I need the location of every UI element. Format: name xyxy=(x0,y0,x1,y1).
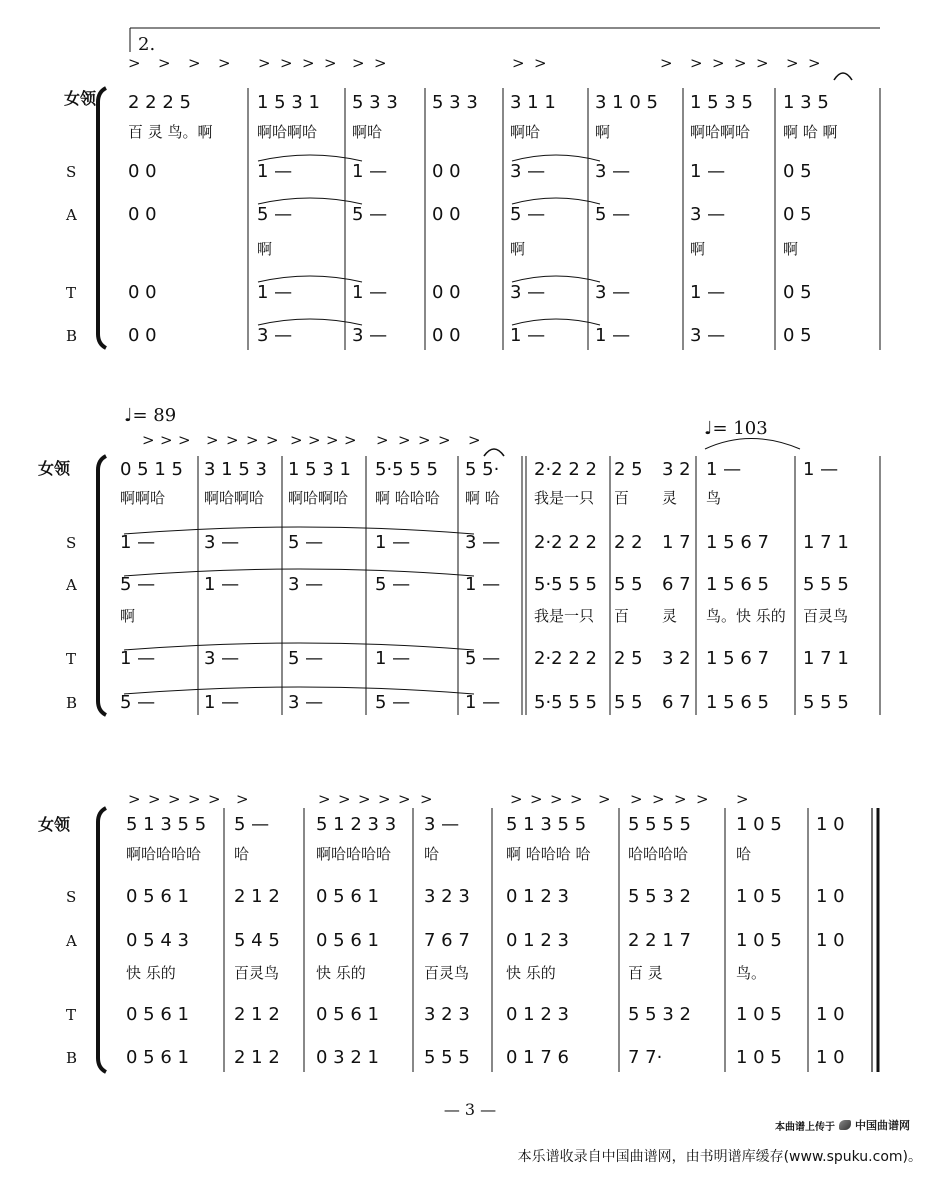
bass-note: 1 5 6 5 xyxy=(706,692,769,713)
alto-note: 0 5 xyxy=(783,204,812,225)
alto-note: 5 5 5 xyxy=(803,574,849,595)
part-label-b: B xyxy=(66,1049,78,1067)
lead-note: 3 2 xyxy=(662,459,691,480)
bass-note: 5 5 5 xyxy=(424,1047,470,1068)
tenor-note: 5 — xyxy=(288,648,324,669)
lead-lyric: 鸟 xyxy=(706,489,722,507)
part-label-lead: 女领 xyxy=(38,815,71,834)
bass-note: 0 0 xyxy=(128,325,157,346)
accent-mark: > xyxy=(206,431,219,449)
bass-note: 2 1 2 xyxy=(234,1047,280,1068)
lead-note: 1 5 3 5 xyxy=(690,92,753,113)
tenor-note: 0 5 6 1 xyxy=(126,1004,189,1025)
accent-mark: > xyxy=(236,790,249,808)
lead-lyric: 啊 哈 xyxy=(465,489,500,507)
lead-lyric: 啊 哈 啊 xyxy=(783,123,838,141)
lead-lyric: 哈 xyxy=(736,845,752,863)
bass-note: 5 — xyxy=(375,692,411,713)
site-logo-icon xyxy=(839,1120,851,1130)
page-number: — 3 — xyxy=(443,1100,497,1119)
tenor-note: 2 1 2 xyxy=(234,1004,280,1025)
soprano-note: 5 5 3 2 xyxy=(628,886,691,907)
soprano-note: 1 0 xyxy=(816,886,845,907)
bass-note: 0 3 2 1 xyxy=(316,1047,379,1068)
lead-note: 1 3 5 xyxy=(783,92,829,113)
tenor-note: 1 — xyxy=(120,648,156,669)
tenor-note: 1 7 1 xyxy=(803,648,849,669)
accent-mark: > xyxy=(398,431,411,449)
accent-mark: > xyxy=(630,790,643,808)
lead-note: 1 0 5 xyxy=(736,814,782,835)
tenor-note: 3 2 3 xyxy=(424,1004,470,1025)
site-logo-text: 中国曲谱网 xyxy=(855,1119,910,1132)
soprano-note: 1 7 xyxy=(662,532,691,553)
alto-note: 5 — xyxy=(595,204,631,225)
accent-mark: > xyxy=(128,54,141,72)
alto-note: 1 5 6 5 xyxy=(706,574,769,595)
alto-note: 5 — xyxy=(120,574,156,595)
lead-lyric: 啊 哈哈哈 xyxy=(375,489,440,507)
alto-lyric: 百灵鸟 xyxy=(234,964,280,982)
accent-mark: > xyxy=(570,790,583,808)
tenor-note: 1 — xyxy=(257,282,293,303)
lead-lyric: 我是一只 xyxy=(534,489,595,507)
lead-lyric: 啊哈 xyxy=(510,123,541,141)
tenor-note: 2 5 xyxy=(614,648,643,669)
lead-lyric: 哈 xyxy=(424,845,440,863)
lead-lyric: 啊 xyxy=(595,123,611,141)
alto-note: 0 1 2 3 xyxy=(506,930,569,951)
accent-mark: > xyxy=(308,431,321,449)
accent-mark: > xyxy=(512,54,525,72)
accent-mark: > xyxy=(258,54,271,72)
lead-note: 1 — xyxy=(706,459,742,480)
bass-note: 1 — xyxy=(595,325,631,346)
tenor-note: 3 — xyxy=(510,282,546,303)
accent-mark: > xyxy=(324,54,337,72)
bass-note: 1 — xyxy=(204,692,240,713)
alto-note: 1 — xyxy=(465,574,501,595)
accent-mark: > xyxy=(530,790,543,808)
accent-mark: > xyxy=(510,790,523,808)
bass-note: 3 — xyxy=(352,325,388,346)
accent-mark: > xyxy=(178,431,191,449)
lead-lyric: 啊哈啊哈 xyxy=(690,123,751,141)
accent-mark: > xyxy=(660,54,673,72)
accent-mark: > xyxy=(652,790,665,808)
lead-note: 3 — xyxy=(424,814,460,835)
lead-lyric: 啊啊哈 xyxy=(120,489,166,507)
accent-mark: > xyxy=(160,431,173,449)
bass-note: 1 — xyxy=(510,325,546,346)
lead-note: 5 3 3 xyxy=(432,92,478,113)
lead-note: 5·5 5 5 xyxy=(375,459,438,480)
part-label-s: S xyxy=(66,888,77,906)
alto-lyric: 啊 xyxy=(510,240,526,258)
lead-lyric: 啊哈哈哈哈 xyxy=(126,845,202,863)
tenor-note: 1 5 6 7 xyxy=(706,648,769,669)
tenor-note: 0 5 6 1 xyxy=(316,1004,379,1025)
lead-note: 1 — xyxy=(803,459,839,480)
bass-note: 1 0 5 xyxy=(736,1047,782,1068)
tenor-note: 0 1 2 3 xyxy=(506,1004,569,1025)
bass-note: 7 7· xyxy=(628,1047,663,1068)
tenor-note: 3 2 xyxy=(662,648,691,669)
soprano-note: 0 5 xyxy=(783,161,812,182)
tie xyxy=(705,439,800,450)
accent-mark: > xyxy=(808,54,821,72)
soprano-note: 3 2 3 xyxy=(424,886,470,907)
alto-lyric: 快 乐的 xyxy=(126,964,176,982)
tenor-note: 2·2 2 2 xyxy=(534,648,597,669)
alto-lyric: 鸟。快 乐的 xyxy=(706,607,786,625)
lead-lyric: 哈哈哈哈 xyxy=(628,845,689,863)
tenor-note: 1 — xyxy=(352,282,388,303)
accent-mark: > xyxy=(168,790,181,808)
lead-note: 1 5 3 1 xyxy=(288,459,351,480)
tenor-note: 5 — xyxy=(465,648,501,669)
lead-lyric: 啊哈啊哈 xyxy=(204,489,265,507)
part-label-b: B xyxy=(66,327,78,345)
soprano-note: 0 1 2 3 xyxy=(506,886,569,907)
part-label-a: A xyxy=(66,576,77,594)
lead-note: 5 — xyxy=(234,814,270,835)
alto-note: 3 — xyxy=(288,574,324,595)
bass-note: 1 — xyxy=(465,692,501,713)
lead-lyric: 啊哈啊哈 xyxy=(257,123,318,141)
alto-note: 5 5 xyxy=(614,574,643,595)
lead-note: 2 2 2 5 xyxy=(128,92,191,113)
accent-mark: > xyxy=(420,790,433,808)
lead-lyric: 啊哈啊哈 xyxy=(288,489,349,507)
accent-mark: > xyxy=(188,790,201,808)
accent-mark: > xyxy=(128,790,141,808)
accent-mark: > xyxy=(374,54,387,72)
alto-lyric: 百灵鸟 xyxy=(803,607,849,625)
soprano-note: 2 2 xyxy=(614,532,643,553)
alto-note: 0 5 4 3 xyxy=(126,930,189,951)
tenor-note: 0 0 xyxy=(432,282,461,303)
bass-note: 5 5 5 xyxy=(803,692,849,713)
accent-mark: > xyxy=(756,54,769,72)
soprano-note: 1 5 6 7 xyxy=(706,532,769,553)
lead-note: 5 5 5 5 xyxy=(628,814,691,835)
alto-note: 1 — xyxy=(204,574,240,595)
tenor-note: 0 0 xyxy=(128,282,157,303)
accent-mark: > xyxy=(358,790,371,808)
alto-lyric: 百灵鸟 xyxy=(424,964,470,982)
soprano-note: 5 — xyxy=(288,532,324,553)
accent-mark: > xyxy=(344,431,357,449)
lead-lyric: 哈 xyxy=(234,845,250,863)
accent-mark: > xyxy=(142,431,155,449)
soprano-note: 2·2 2 2 xyxy=(534,532,597,553)
soprano-note: 0 0 xyxy=(432,161,461,182)
soprano-note: 0 0 xyxy=(128,161,157,182)
tenor-note: 1 0 5 xyxy=(736,1004,782,1025)
bass-note: 0 5 6 1 xyxy=(126,1047,189,1068)
alto-note: 5·5 5 5 xyxy=(534,574,597,595)
alto-note: 0 0 xyxy=(128,204,157,225)
lead-lyric: 啊哈 xyxy=(352,123,383,141)
alto-lyric: 快 乐的 xyxy=(316,964,366,982)
lead-note: 0 5 1 5 xyxy=(120,459,183,480)
tenor-note: 1 — xyxy=(375,648,411,669)
source-note: 本乐谱收录自中国曲谱网，由书明谱库缓存(www.spuku.com)。 xyxy=(517,1149,922,1165)
alto-lyric: 鸟。 xyxy=(736,964,767,982)
alto-lyric: 百 xyxy=(614,607,630,625)
accent-mark: > xyxy=(376,431,389,449)
accent-mark: > xyxy=(550,790,563,808)
alto-note: 5 — xyxy=(375,574,411,595)
alto-lyric: 我是一只 xyxy=(534,607,595,625)
bass-note: 5 — xyxy=(120,692,156,713)
accent-mark: > xyxy=(218,54,231,72)
alto-note: 1 0 5 xyxy=(736,930,782,951)
bass-note: 0 1 7 6 xyxy=(506,1047,569,1068)
accent-mark: > xyxy=(158,54,171,72)
alto-note: 2 2 1 7 xyxy=(628,930,691,951)
tenor-note: 3 — xyxy=(595,282,631,303)
accent-mark: > xyxy=(418,431,431,449)
accent-mark: > xyxy=(148,790,161,808)
lead-note: 5 1 2 3 3 xyxy=(316,814,397,835)
lead-note: 2 5 xyxy=(614,459,643,480)
fermata xyxy=(484,449,504,456)
accent-mark: > xyxy=(246,431,259,449)
lead-note: 5 3 3 xyxy=(352,92,398,113)
lead-note: 3 1 0 5 xyxy=(595,92,658,113)
volta-label: 2. xyxy=(138,34,156,55)
tempo-marking: ♩= 89 xyxy=(124,405,177,426)
accent-mark: > xyxy=(674,790,687,808)
bass-note: 0 0 xyxy=(432,325,461,346)
lead-note: 1 0 xyxy=(816,814,845,835)
system-1-brace xyxy=(98,88,106,348)
accent-mark: > xyxy=(696,790,709,808)
tenor-note: 0 5 xyxy=(783,282,812,303)
lead-note: 3 1 1 xyxy=(510,92,556,113)
accent-mark: > xyxy=(226,431,239,449)
accent-mark: > xyxy=(208,790,221,808)
lead-lyric: 灵 xyxy=(662,489,678,507)
lead-lyric: 百 灵 鸟。啊 xyxy=(128,123,213,141)
soprano-note: 3 — xyxy=(465,532,501,553)
accent-mark: > xyxy=(398,790,411,808)
alto-lyric: 啊 xyxy=(257,240,273,258)
accent-mark: > xyxy=(290,431,303,449)
part-label-lead: 女领 xyxy=(38,459,71,478)
alto-note: 7 6 7 xyxy=(424,930,470,951)
soprano-note: 1 — xyxy=(120,532,156,553)
alto-note: 5 — xyxy=(257,204,293,225)
soprano-note: 0 5 6 1 xyxy=(126,886,189,907)
alto-note: 5 4 5 xyxy=(234,930,280,951)
system-3-brace xyxy=(98,808,106,1072)
alto-note: 3 — xyxy=(690,204,726,225)
lead-lyric: 啊哈哈哈哈 xyxy=(316,845,392,863)
part-label-t: T xyxy=(66,1006,77,1024)
lead-note: 5 1 3 5 5 xyxy=(506,814,587,835)
alto-note: 5 — xyxy=(510,204,546,225)
lead-note: 5 5· xyxy=(465,459,500,480)
lead-note: 1 5 3 1 xyxy=(257,92,320,113)
accent-mark: > xyxy=(712,54,725,72)
accent-mark: > xyxy=(734,54,747,72)
bass-note: 3 — xyxy=(288,692,324,713)
lead-note: 3 1 5 3 xyxy=(204,459,267,480)
tenor-note: 5 5 3 2 xyxy=(628,1004,691,1025)
fermata xyxy=(834,73,852,80)
soprano-note: 0 5 6 1 xyxy=(316,886,379,907)
accent-mark: > xyxy=(468,431,481,449)
part-label-t: T xyxy=(66,284,77,302)
tenor-note: 1 0 xyxy=(816,1004,845,1025)
upload-credit xyxy=(775,1117,910,1133)
alto-lyric: 啊 xyxy=(783,240,799,258)
accent-mark: > xyxy=(302,54,315,72)
accent-mark: > xyxy=(318,790,331,808)
accent-mark: > xyxy=(266,431,279,449)
tenor-note: 1 — xyxy=(690,282,726,303)
part-label-lead: 女领 xyxy=(64,89,97,108)
soprano-note: 3 — xyxy=(510,161,546,182)
accent-mark: > xyxy=(378,790,391,808)
bass-note: 5 5 xyxy=(614,692,643,713)
accent-mark: > xyxy=(438,431,451,449)
accent-mark: > xyxy=(338,790,351,808)
bass-note: 5·5 5 5 xyxy=(534,692,597,713)
part-label-s: S xyxy=(66,534,77,552)
alto-note: 0 0 xyxy=(432,204,461,225)
accent-mark: > xyxy=(326,431,339,449)
bass-note: 3 — xyxy=(690,325,726,346)
lead-note: 5 1 3 5 5 xyxy=(126,814,207,835)
alto-lyric: 啊 xyxy=(690,240,706,258)
lead-lyric: 百 xyxy=(614,489,630,507)
accent-mark: > xyxy=(352,54,365,72)
alto-note: 1 0 xyxy=(816,930,845,951)
bass-note: 0 5 xyxy=(783,325,812,346)
part-label-s: S xyxy=(66,163,77,181)
part-label-a: A xyxy=(66,932,77,950)
alto-lyric: 快 乐的 xyxy=(506,964,556,982)
soprano-note: 1 — xyxy=(690,161,726,182)
alto-lyric: 啊 xyxy=(120,607,136,625)
alto-lyric: 百 灵 xyxy=(628,964,663,982)
soprano-note: 1 — xyxy=(257,161,293,182)
bass-note: 1 0 xyxy=(816,1047,845,1068)
accent-mark: > xyxy=(736,790,749,808)
system-2-brace xyxy=(98,456,106,715)
upload-credit-label: 本曲谱上传于 xyxy=(775,1121,835,1133)
alto-note: 0 5 6 1 xyxy=(316,930,379,951)
part-label-b: B xyxy=(66,694,78,712)
part-label-t: T xyxy=(66,650,77,668)
alto-note: 5 — xyxy=(352,204,388,225)
part-label-a: A xyxy=(66,206,77,224)
tenor-note: 3 — xyxy=(204,648,240,669)
bass-note: 6 7 xyxy=(662,692,691,713)
soprano-note: 1 0 5 xyxy=(736,886,782,907)
soprano-note: 3 — xyxy=(595,161,631,182)
tempo-marking: ♩= 103 xyxy=(704,418,768,439)
soprano-note: 1 — xyxy=(352,161,388,182)
alto-lyric: 灵 xyxy=(662,607,678,625)
alto-note: 6 7 xyxy=(662,574,691,595)
accent-mark: > xyxy=(280,54,293,72)
accent-mark: > xyxy=(534,54,547,72)
bass-note: 3 — xyxy=(257,325,293,346)
soprano-note: 1 — xyxy=(375,532,411,553)
lead-note: 2·2 2 2 xyxy=(534,459,597,480)
accent-mark: > xyxy=(690,54,703,72)
soprano-note: 3 — xyxy=(204,532,240,553)
soprano-note: 2 1 2 xyxy=(234,886,280,907)
accent-mark: > xyxy=(786,54,799,72)
accent-mark: > xyxy=(188,54,201,72)
soprano-note: 1 7 1 xyxy=(803,532,849,553)
accent-mark: > xyxy=(598,790,611,808)
lead-lyric: 啊 哈哈哈 哈 xyxy=(506,845,591,863)
